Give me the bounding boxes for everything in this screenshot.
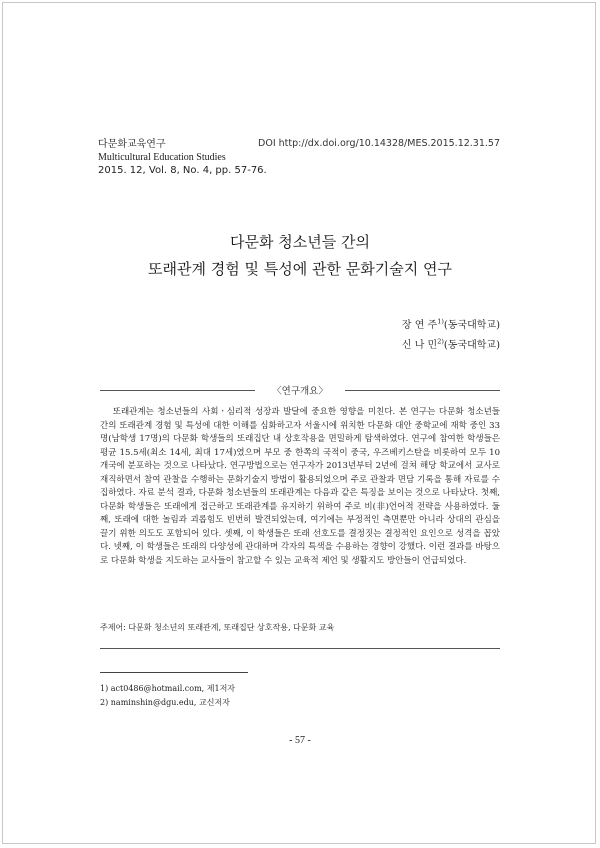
issue-info: 2015. 12, Vol. 8, No. 4, pp. 57-76. bbox=[98, 165, 267, 176]
footnote-text: act0486@hotmail.com, 제1저자 bbox=[110, 684, 236, 693]
author-affiliation: (동국대학교) bbox=[443, 340, 500, 351]
doi-link[interactable]: DOI http://dx.doi.org/10.14328/MES.2015.12.31.57 bbox=[258, 138, 500, 149]
abstract-rule-right bbox=[345, 390, 500, 391]
footnote-text: naminshin@dgu.edu, 교신저자 bbox=[110, 698, 230, 707]
footnote-mark[interactable]: 2) bbox=[437, 337, 444, 346]
author-affiliation: (동국대학교) bbox=[443, 320, 500, 331]
footnote-mark: 1) bbox=[100, 684, 109, 693]
abstract-bottom-rule bbox=[100, 648, 500, 649]
journal-name-english: Multicultural Education Studies bbox=[98, 152, 226, 163]
author-name: 신 나 민 bbox=[401, 340, 438, 351]
footnote-separator bbox=[100, 672, 248, 673]
abstract-header bbox=[100, 383, 500, 397]
footnote-2 bbox=[100, 697, 230, 708]
author-1 bbox=[402, 316, 500, 331]
abstract-label: 〈연구개요〉 bbox=[272, 386, 328, 397]
abstract-body: 또래관계는 청소년들의 사회ㆍ심리적 성장과 발달에 중요한 영향을 미친다. 본 연구는 다문화 청소년들 간의 또래관계 경험 및 특성에 대한 이해를 심화하고자 서울시에 위치한 다문화 대안 중학교에 재학 중인 33명(남학생 17명)의 다문화 학생들의 또래집단 내 상호작용을 면밀하게 탐색하였다. 연구에 참여한 학생들은 평균 15.5세(최소 14세, 최대 17세)였으며 부모 중 한쪽의 국적이 중국, 우즈베키스탄을 비롯하여 모두 10개국에 분포하는 것으로 나타났다. 연구방법으로는 연구자가 2013년부터 2년에 걸쳐 해당 학교에서 교사로 재직하면서 참여 관찰을 수행하는 문화기술지 방법이 활용되었으며 주로 관찰과 면담 기록을 통해 자료를 수집하였다. 자료 분석 결과, 다문화 청소년들의 또래관계는 다음과 같은 특징을 보이는 것으로 나타났다. 첫째, 다문화 학생들은 또래에게 접근하고 또래관계를 유지하기 위하여 주로 비(非)언어적 전략을 사용하였다. 둘째, 또래에 대한 놀림과 괴롭힘도 빈번히 발견되었는데, 여기에는 부정적인 측면뿐만 아니라 상대의 관심을 끌기 위한 의도도 포함되어 있다. 셋째, 이 학생들은 또래 선호도를 결정짓는 결정적인 요인으로 성격을 꼽았다. 넷째, 이 학생들은 또래의 다양성에 관대하며 각자의 특색을 수용하는 경향이 강했다. 이런 결과를 바탕으로 다문화 학생을 지도하는 교사들이 참고할 수 있는 교육적 제언 및 생활지도 방안들이 언급되었다. bbox=[100, 407, 500, 566]
paper-title-line-1: 다문화 청소년들 간의 bbox=[230, 233, 370, 251]
author-2 bbox=[402, 336, 500, 351]
footnote-1 bbox=[100, 683, 235, 694]
keywords: 주제어: 다문화 청소년의 또래관계, 또래집단 상호작용, 다문화 교육 bbox=[100, 623, 335, 632]
paper-title-line-2: 또래관계 경험 및 특성에 관한 문화기술지 연구 bbox=[148, 260, 452, 278]
footnote-mark[interactable]: 1) bbox=[437, 317, 444, 326]
author-name: 장 연 주 bbox=[401, 320, 438, 331]
journal-header bbox=[98, 138, 267, 177]
footnote-mark: 2) bbox=[100, 698, 109, 707]
page-number: - 57 - bbox=[289, 735, 311, 746]
journal-name-korean: 다문화교육연구 bbox=[98, 139, 166, 150]
